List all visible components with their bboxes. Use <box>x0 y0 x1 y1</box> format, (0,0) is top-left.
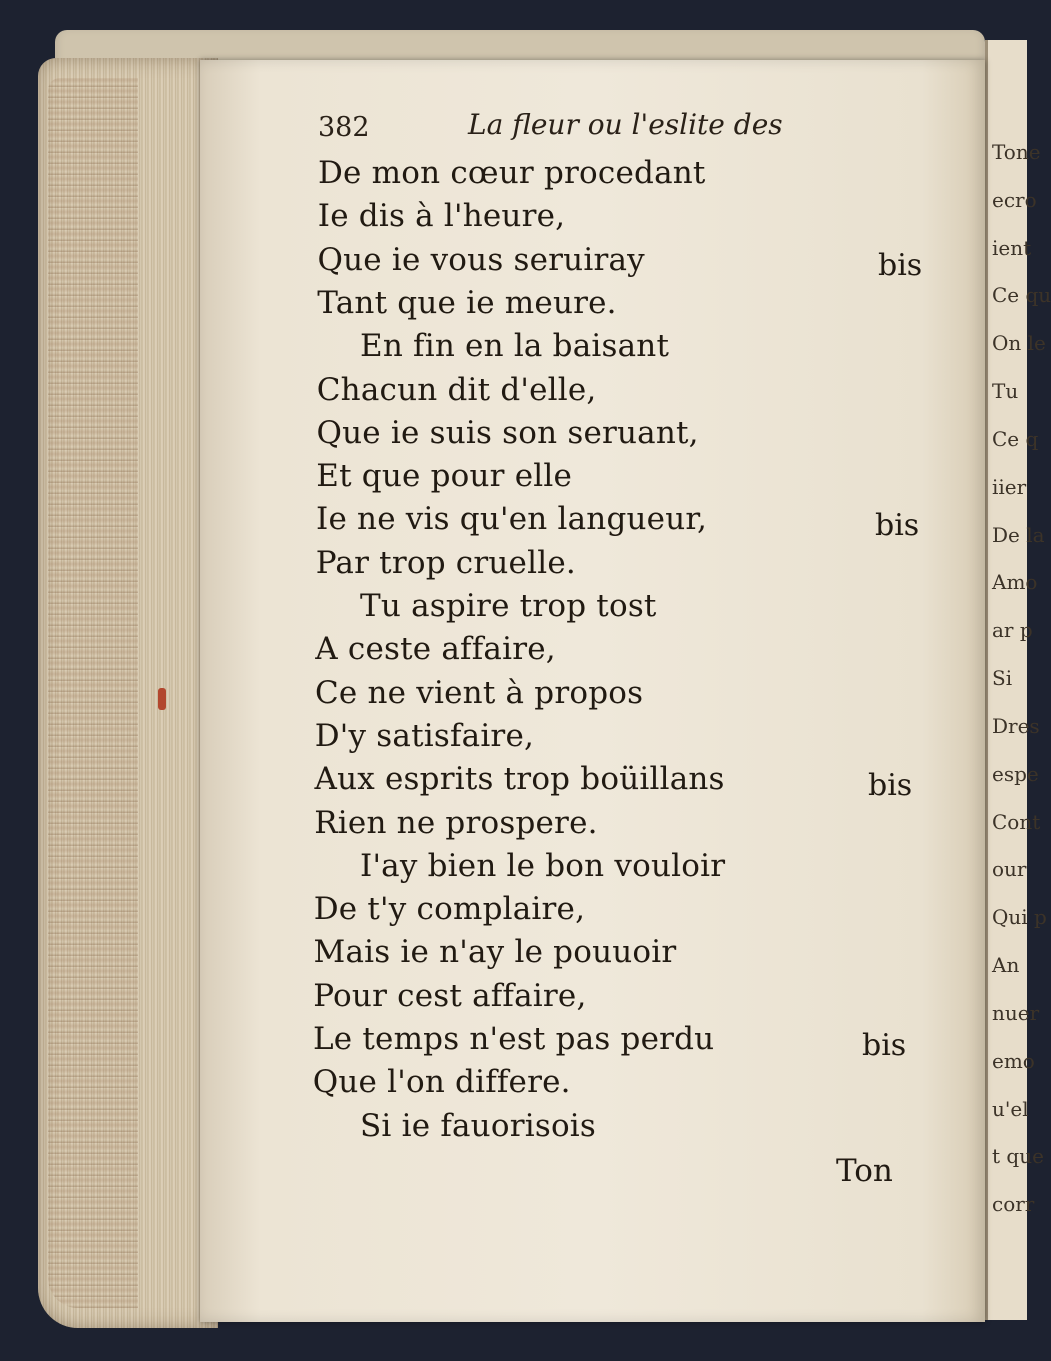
running-title: La fleur ou l'eslite des <box>468 108 783 141</box>
catchword: Ton <box>836 1153 893 1189</box>
facing-page-fragment: our <box>992 857 1027 882</box>
facing-page-edge <box>985 40 1051 1320</box>
verse-line: I'ay bien le bon vouloir <box>360 847 726 884</box>
verse-line: D'y satisfaire, <box>314 717 535 754</box>
facing-page-fragment: Amo <box>992 570 1038 595</box>
verse-line: Chacun dit d'elle, <box>316 371 597 408</box>
facing-page-fragment: Cont <box>992 809 1041 834</box>
verse-line: De t'y complaire, <box>313 891 586 928</box>
refrain-mark: bis <box>862 1028 907 1063</box>
verse-line: Le temps n'est pas perdu <box>313 1021 715 1057</box>
page-edges <box>38 58 218 1328</box>
facing-page-fragment: t que <box>992 1144 1044 1169</box>
verse-line: Tant que ie meure. <box>317 284 617 321</box>
facing-page-fragment: An <box>992 953 1020 978</box>
verse-line: Que l'on differe. <box>312 1064 571 1101</box>
page-number: 382 <box>318 112 370 143</box>
facing-page-fragment: Qui p <box>992 905 1047 930</box>
facing-page-fragment: ient <box>992 235 1032 260</box>
refrain-mark: bis <box>878 248 923 283</box>
red-stain <box>158 688 166 710</box>
facing-page-fragment: De la <box>992 522 1045 547</box>
verse-line: Ce ne vient à propos <box>315 674 644 711</box>
verse-line: Rien ne prospere. <box>314 804 598 841</box>
facing-page-fragment: Ce qu <box>992 283 1051 308</box>
facing-page-fragment: espe <box>992 761 1039 786</box>
facing-page-fragment: Dres <box>992 713 1040 738</box>
verse-line: Que ie suis son seruant, <box>316 414 699 451</box>
verse-line: Pour cest affaire, <box>313 977 587 1014</box>
facing-page-fragment: emo <box>992 1048 1035 1073</box>
verse-line: Que ie vous seruiray <box>317 241 645 278</box>
verse-line: En fin en la baisant <box>360 328 670 365</box>
verse-line: A ceste affaire, <box>315 631 556 668</box>
facing-page-fragment: Ce q <box>992 426 1039 451</box>
facing-page-fragment: ecro <box>992 187 1037 212</box>
verse-line: Ie ne vis qu'en langueur, <box>316 501 708 538</box>
facing-page-fragment: corr <box>992 1192 1035 1217</box>
verse-line: Aux esprits trop boüillans <box>314 761 725 798</box>
facing-page-fragment: Tone <box>992 140 1041 164</box>
facing-page-fragment: Tu <box>992 379 1019 404</box>
facing-page-fragment: iier <box>992 474 1027 499</box>
refrain-mark: bis <box>875 508 920 543</box>
facing-page-fragment: u'el <box>992 1096 1029 1121</box>
facing-page-fragment: ar p <box>992 618 1033 643</box>
refrain-mark: bis <box>868 768 913 803</box>
verse-line: De mon cœur procedant <box>318 155 706 191</box>
facing-page-fragment: Si <box>992 666 1013 691</box>
verse-line: Si ie fauorisois <box>360 1107 597 1144</box>
verse-line: Mais ie n'ay le pouuoir <box>313 934 677 971</box>
verse-line: Et que pour elle <box>316 458 573 495</box>
verse-line: Ie dis à l'heure, <box>317 198 566 235</box>
facing-page-fragment: nuer <box>992 1000 1040 1025</box>
verse-line: Par trop cruelle. <box>315 544 576 581</box>
facing-page-fragment: On le <box>992 331 1046 356</box>
verse-line: Tu aspire trop tost <box>360 588 657 624</box>
